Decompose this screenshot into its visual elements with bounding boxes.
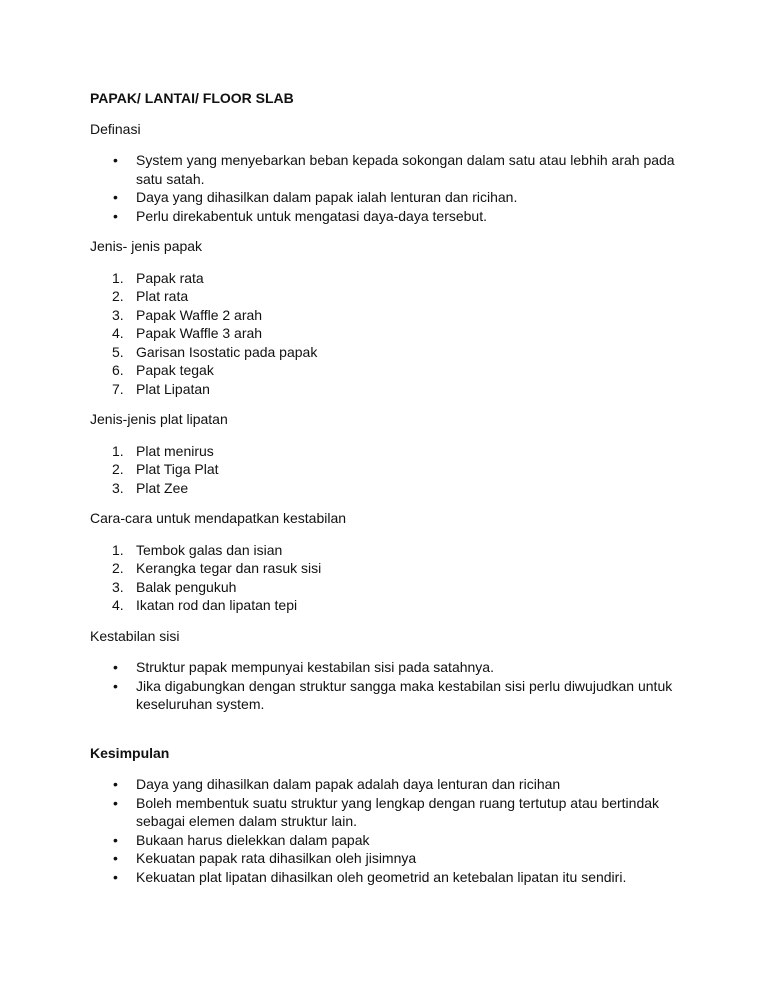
- list-item: [90, 306, 690, 325]
- list-item: • Struktur papak mempunyai kestabilan sisi pada satahnya.: [90, 658, 690, 677]
- list-item: • Jika digabungkan dengan struktur sangga maka kestabilan sisi perlu diwujudkan untuk keseluruhan system.: [90, 677, 690, 714]
- section-heading-plat-lipatan: Jenis-jenis plat lipatan: [90, 411, 228, 427]
- list-item: [90, 460, 690, 479]
- list-item-text: Plat menirus: [136, 442, 214, 459]
- spacer: [90, 726, 690, 744]
- list-number: 1.: [112, 541, 124, 558]
- list-item-text: Papak rata: [136, 269, 204, 286]
- list-item: • Kekuatan papak rata dihasilkan oleh jisimnya: [90, 849, 690, 868]
- document-body: [90, 89, 690, 898]
- list-number: 4.: [112, 597, 124, 613]
- list-number: 2.: [112, 461, 124, 477]
- list-number: 2.: [112, 288, 124, 304]
- section-heading-definasi: Definasi: [90, 120, 141, 137]
- list-number: 3.: [112, 578, 124, 595]
- kestabilan-numbered-list: [90, 541, 690, 615]
- list-item-text: Plat rata: [136, 288, 189, 304]
- list-item: [90, 541, 690, 560]
- list-number: 3.: [112, 479, 124, 496]
- list-item-text: Plat Zee: [136, 479, 189, 496]
- list-number: 4.: [112, 325, 124, 341]
- definasi-bullet-list: [90, 151, 690, 225]
- list-number: 5.: [112, 343, 124, 360]
- list-item-text: Tembok galas dan isian: [136, 541, 283, 558]
- list-item: [90, 559, 690, 578]
- plat-lipatan-numbered-list: [90, 442, 690, 498]
- list-item: [90, 380, 690, 399]
- list-item-text: Papak tegak: [136, 362, 214, 378]
- list-item-text: Papak Waffle 3 arah: [136, 325, 263, 341]
- list-item: [90, 479, 690, 498]
- list-item-text: Plat Tiga Plat: [136, 461, 219, 477]
- list-item-text: Kerangka tegar dan rasuk sisi: [136, 560, 322, 576]
- list-item: • Daya yang dihasilkan dalam papak ialah lenturan dan ricihan.: [90, 188, 690, 207]
- section-heading-kestabilan: Cara-cara untuk mendapatkan kestabilan: [90, 510, 347, 526]
- list-item: • Daya yang dihasilkan dalam papak adalah daya lenturan dan ricihan: [90, 775, 690, 794]
- list-number: 3.: [112, 306, 124, 323]
- list-number: 2.: [112, 560, 124, 576]
- kestabilan-sisi-bullet-list: [90, 658, 690, 714]
- list-item-text: Papak Waffle 2 arah: [136, 306, 263, 323]
- list-item: [90, 442, 690, 461]
- section-heading-jenis-papak: Jenis- jenis papak: [90, 238, 203, 254]
- list-item: [90, 269, 690, 288]
- list-item: [90, 361, 690, 380]
- kesimpulan-bullet-list: [90, 775, 690, 886]
- list-item: [90, 578, 690, 597]
- list-item: [90, 343, 690, 362]
- list-number: 1.: [112, 269, 124, 286]
- list-item: [90, 324, 690, 343]
- list-item-text: Ikatan rod dan lipatan tepi: [136, 597, 298, 613]
- list-item: • Kekuatan plat lipatan dihasilkan oleh geometrid an ketebalan lipatan itu sendiri.: [90, 868, 690, 887]
- list-item: [90, 596, 690, 615]
- section-heading-kestabilan-sisi: Kestabilan sisi: [90, 627, 180, 644]
- list-number: 7.: [112, 380, 124, 397]
- list-item: • Boleh membentuk suatu struktur yang lengkap dengan ruang tertutup atau bertindak sebagai elemen dalam struktur lain.: [90, 794, 690, 831]
- list-number: 1.: [112, 442, 124, 459]
- list-item: • Bukaan harus dielekkan dalam papak: [90, 831, 690, 850]
- list-item: • Perlu direkabentuk untuk mengatasi daya-daya tersebut.: [90, 207, 690, 226]
- section-heading-kesimpulan: Kesimpulan: [90, 744, 170, 761]
- document-title: PAPAK/ LANTAI/ FLOOR SLAB: [90, 90, 294, 106]
- list-item-text: Plat Lipatan: [136, 380, 210, 397]
- list-item: [90, 287, 690, 306]
- list-item-text: Balak pengukuh: [136, 578, 237, 595]
- jenis-papak-numbered-list: [90, 269, 690, 399]
- list-number: 6.: [112, 362, 124, 378]
- list-item-text: Garisan Isostatic pada papak: [136, 343, 318, 360]
- list-item: • System yang menyebarkan beban kepada sokongan dalam satu atau lebhih arah pada satu satah.: [90, 151, 690, 188]
